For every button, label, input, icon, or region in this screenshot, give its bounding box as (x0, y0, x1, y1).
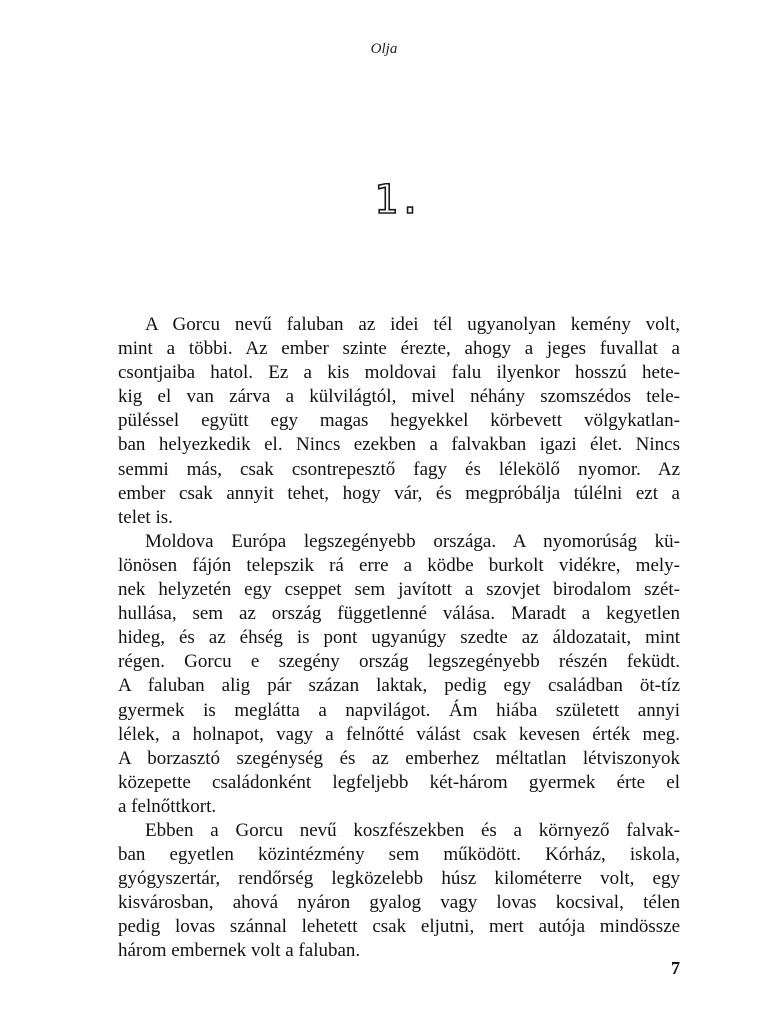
text-line: régen. Gorcu e szegény ország legszegényebb részén feküdt. (118, 651, 680, 673)
text-line: ban egyetlen közintézmény sem működött. Kórház, iskola, (118, 844, 680, 866)
text-line: közepette családonként legfeljebb két-három gyermek érte el (118, 771, 680, 793)
text-line: ban helyezkedik el. Nincs ezekben a falvakban igazi élet. Nincs (118, 434, 680, 456)
text-line: kig el van zárva a külvilágtól, mivel néhány szomszédos tele- (118, 386, 680, 408)
paragraph (118, 819, 680, 964)
paragraph (118, 530, 680, 819)
text-line: kisvárosban, ahová nyáron gyalog vagy lovas kocsival, télen (118, 892, 680, 914)
text-line: csontjaiba hatol. Ez a kis moldovai falu ilyenkor hosszú hete- (118, 362, 680, 384)
text-line: hullása, sem az ország függetlenné válása. Maradt a kegyetlen (118, 603, 680, 625)
text-line: gyógyszertár, rendőrség legközelebb húsz kilométerre volt, egy (118, 868, 680, 890)
text-line: A Gorcu nevű faluban az idei tél ugyanolyan kemény volt, (145, 314, 680, 335)
running-head: Olja (370, 41, 398, 57)
text-line: A faluban alig pár százan laktak, pedig egy családban öt-tíz (118, 675, 680, 697)
body-text (118, 313, 680, 964)
text-line: Ebben a Gorcu nevű koszfészekben és a környező falvak- (145, 819, 680, 841)
text-line: telet is. (118, 506, 173, 528)
text-line: a felnőttkort. (118, 795, 217, 817)
text-line: pedig lovas szánnal lehetett csak eljutni, mert autója mindössze (118, 916, 680, 938)
text-line: A borzasztó szegénység és az emberhez méltatlan létviszonyok (118, 747, 680, 769)
text-line: püléssel együtt egy magas hegyekkel körbevett völgykatlan- (118, 410, 680, 432)
text-line: nek helyzetén egy cseppet sem javított a szovjet birodalom szét- (118, 579, 680, 601)
page-number: 7 (671, 958, 680, 978)
text-line: semmi más, csak csontrepesztő fagy és lélekölő nyomor. Az (118, 458, 680, 480)
text-line: lönösen fájón telepszik rá erre a ködbe burkolt vidékre, mely- (118, 554, 680, 576)
text-line: lélek, a holnapot, vagy a felnőtté válást csak kevesen érték meg. (118, 723, 680, 745)
text-line: három embernek volt a faluban. (118, 940, 361, 962)
text-line: mint a többi. Az ember szinte érezte, ahogy a jeges fuvallat a (118, 338, 680, 360)
chapter-number: 1. (373, 177, 423, 223)
paragraph (118, 313, 680, 530)
text-line: gyermek is meglátta a napvilágot. Ám hiába született annyi (118, 699, 680, 721)
text-line: hideg, és az éhség is pont ugyanúgy szedte az áldozatait, mint (118, 627, 680, 649)
text-line: Moldova Európa legszegényebb országa. A nyomorúság kü- (145, 530, 680, 552)
text-line: ember csak annyit tehet, hogy vár, és megpróbálja túlélni ezt a (118, 482, 680, 504)
